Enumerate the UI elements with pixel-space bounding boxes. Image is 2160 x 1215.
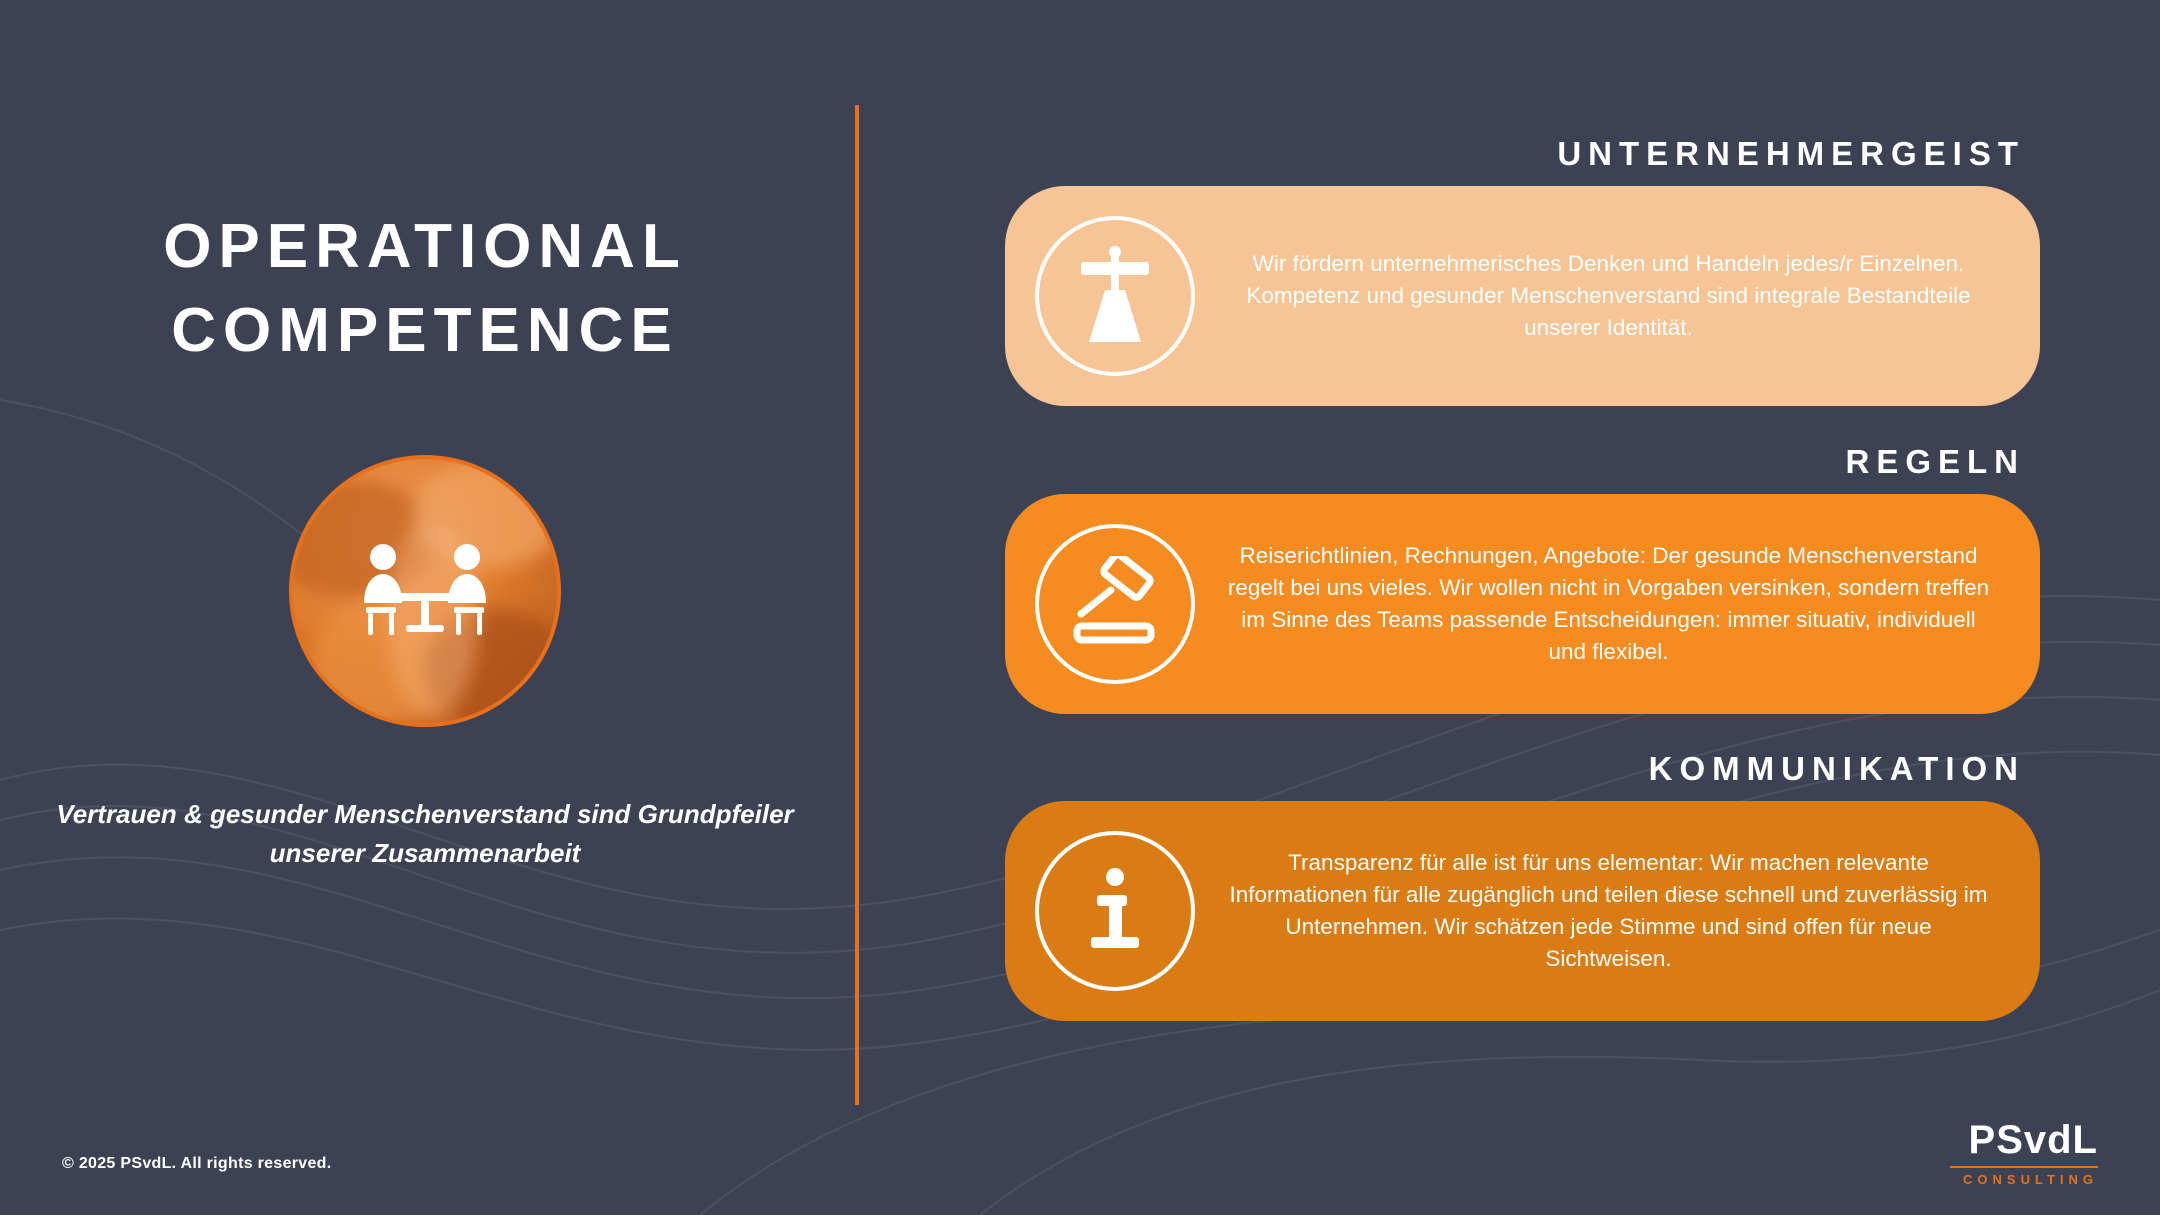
left-column — [0, 0, 850, 1215]
card-regeln — [1005, 443, 2040, 714]
left-caption: Vertrauen & gesunder Menschenverstand sind Grundpfeiler unserer Zusammenarbeit — [56, 799, 794, 868]
card-kommunikation — [1005, 750, 2040, 1021]
card-text: Reiserichtlinien, Rechnungen, Angebote: Der gesunde Menschenverstand regelt bei uns vieles. Wir wollen nicht in Vorgaben versinken, sondern treffen im Sinne des Teams passende Entscheidungen: immer situativ, individuell und flexibel. — [1227, 543, 1990, 664]
page-title: OPERATIONAL COMPETENCE — [163, 212, 687, 365]
card-heading: KOMMUNIKATION — [1648, 750, 2025, 787]
card-text: Wir fördern unternehmerisches Denken und Handeln jedes/r Einzelnen. Kompetenz und gesunder Menschenverstand sind integrale Bestandteile unserer Identität. — [1246, 251, 1971, 340]
card-heading: UNTERNEHMERGEIST — [1557, 135, 2025, 172]
right-column — [960, 0, 2160, 1215]
company-logo — [1950, 1120, 2098, 1187]
logo-divider — [1950, 1166, 2098, 1168]
logo-subtitle: CONSULTING — [1963, 1172, 2098, 1187]
card-body — [1005, 186, 2040, 406]
card-body — [1005, 494, 2040, 714]
vertical-divider — [855, 105, 859, 1105]
card-unternehmergeist — [1005, 135, 2040, 406]
meeting-table-people-icon — [289, 455, 561, 727]
card-text: Transparenz für alle ist für uns elementar: Wir machen relevante Informationen für alle zugänglich und teilen diese schnell und zuverlässig im Unternehmen. Wir schätzen jede Stimme und sind offen für neue Sichtweisen. — [1229, 850, 1988, 971]
card-heading: REGELN — [1845, 443, 2025, 480]
signpost-crossroads-icon — [1035, 216, 1195, 376]
portrait-image — [289, 455, 561, 727]
card-body — [1005, 801, 2040, 1021]
copyright-notice: © 2025 PSvdL. All rights reserved. — [62, 1155, 332, 1172]
logo-wordmark: PSvdL — [1968, 1118, 2098, 1162]
gavel-icon — [1035, 524, 1195, 684]
info-circle-icon — [1035, 831, 1195, 991]
